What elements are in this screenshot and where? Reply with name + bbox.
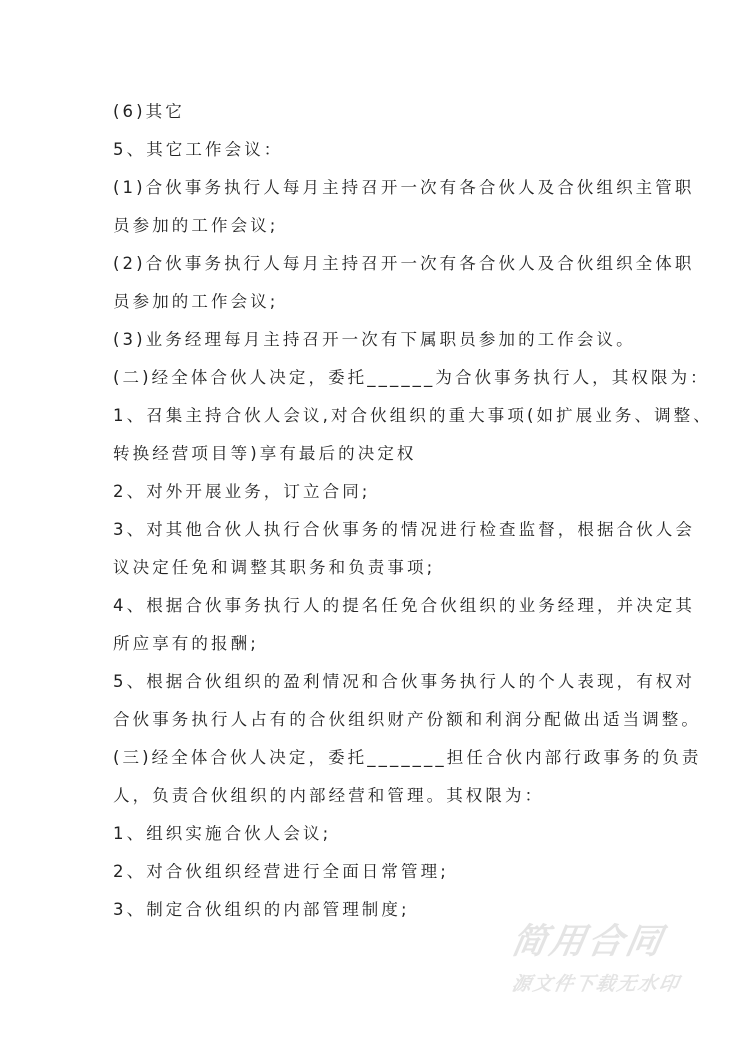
text-line: (6)其它	[113, 102, 185, 121]
text-line: 1、组织实施合伙人会议;	[113, 824, 332, 843]
text-line: (三)经全体合伙人决定，委托_______担任合伙内部行政事务的负责	[113, 748, 702, 767]
text-line: (二)经全体合伙人决定，委托______为合伙事务执行人，其权限为：	[113, 368, 710, 387]
text-line: 员参加的工作会议;	[113, 292, 279, 311]
text-line: 人，负责合伙组织的内部经营和管理。其权限为：	[113, 786, 545, 805]
text-line: 员参加的工作会议;	[113, 216, 279, 235]
watermark	[508, 922, 702, 996]
text-line: 5、其它工作会议：	[113, 140, 284, 159]
text-line: 转换经营项目等)享有最后的决定权	[113, 444, 417, 463]
text-line: 3、制定合伙组织的内部管理制度;	[113, 900, 410, 919]
text-line: 议决定任免和调整其职务和负责事项;	[113, 558, 436, 577]
text-line: (1)合伙事务执行人每月主持召开一次有各合伙人及合伙组织主管职	[113, 178, 695, 197]
text-line: 2、对外开展业务，订立合同;	[113, 482, 371, 501]
text-line: 3、对其他合伙人执行合伙事务的情况进行检查监督，根据合伙人会	[113, 520, 695, 539]
text-line: 所应享有的报酬;	[113, 634, 259, 653]
text-line: (2)合伙事务执行人每月主持召开一次有各合伙人及合伙组织全体职	[113, 254, 695, 273]
watermark-subtitle: 源文件下载无水印	[510, 973, 682, 995]
text-line: 5、根据合伙组织的盈利情况和合伙事务执行人的个人表现，有权对	[113, 672, 695, 691]
text-line: 2、对合伙组织经营进行全面日常管理;	[113, 862, 449, 881]
text-line: 4、根据合伙事务执行人的提名任免合伙组织的业务经理，并决定其	[113, 596, 695, 615]
watermark-title: 简用合同	[508, 922, 668, 962]
text-line: 1、召集主持合伙人会议,对合伙组织的重大事项(如扩展业务、调整、	[113, 406, 713, 425]
text-line: 合伙事务执行人占有的合伙组织财产份额和利润分配做出适当调整。	[113, 710, 701, 729]
text-line: (3)业务经理每月主持召开一次有下属职员参加的工作会议。	[113, 330, 636, 349]
